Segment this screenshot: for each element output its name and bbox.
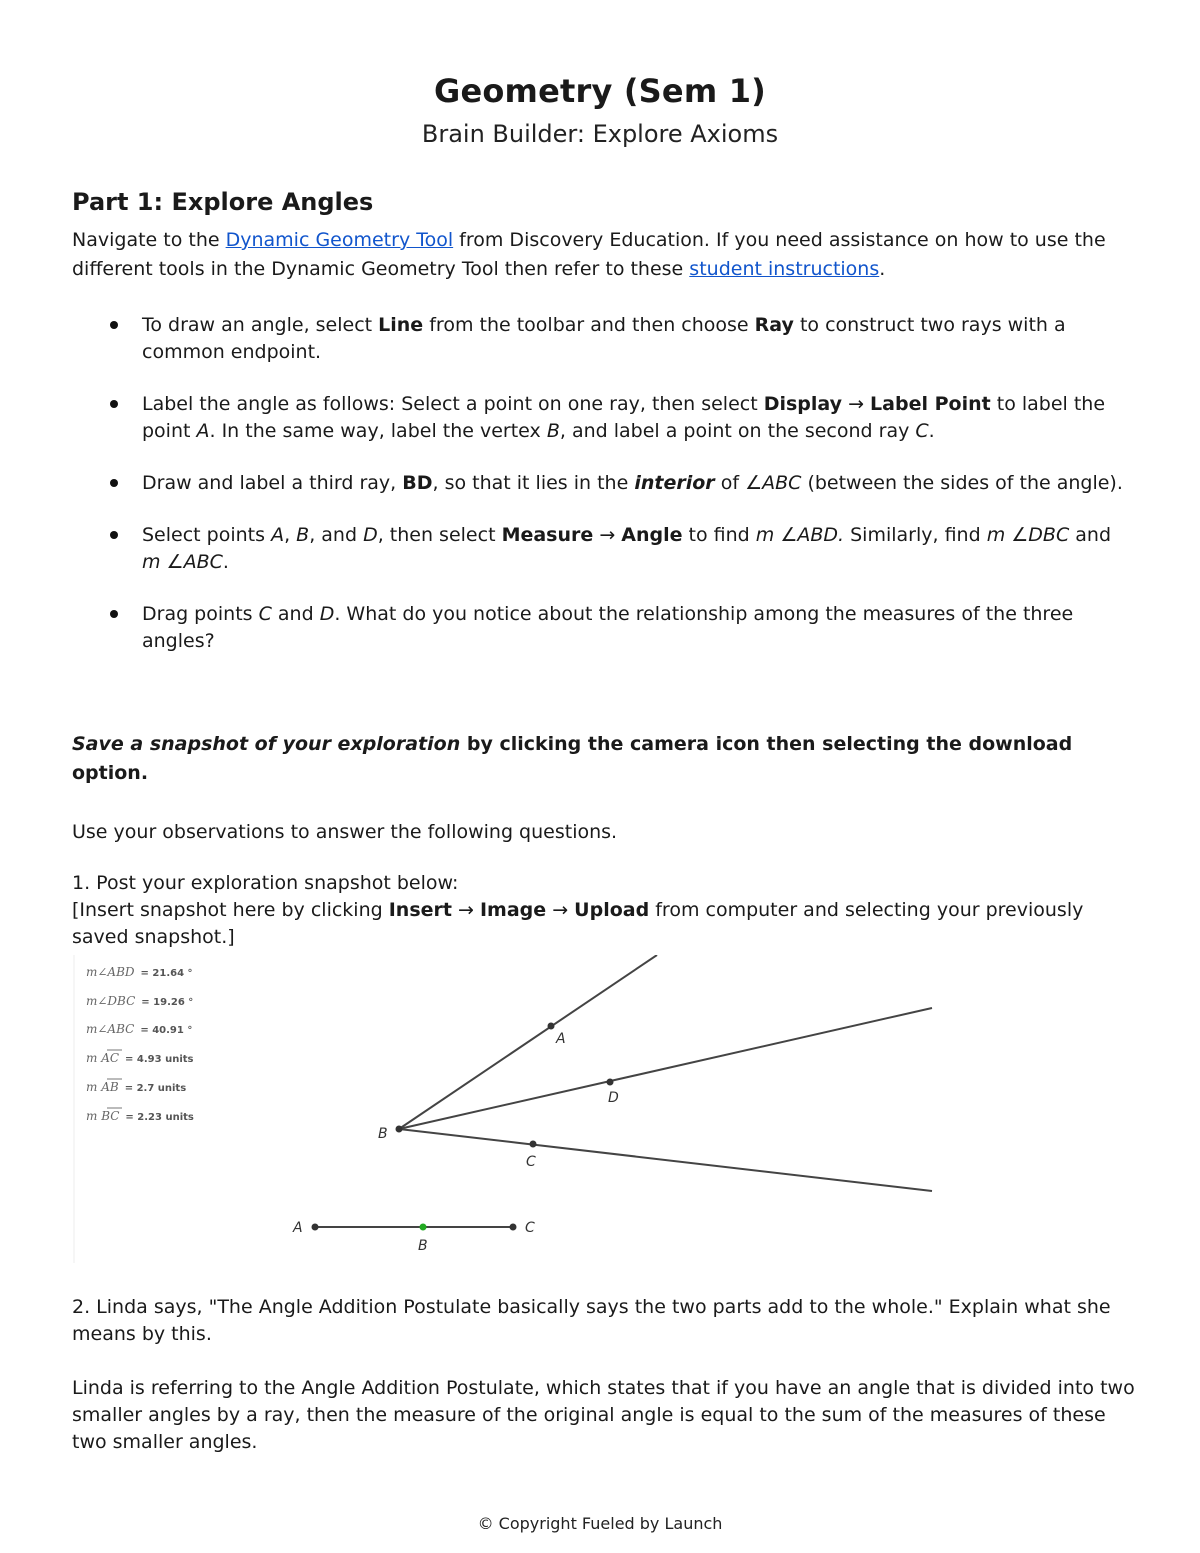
list-item: Label the angle as follows: Select a point on one ray, then select Display → Label Point to label the point A. In the same way, label the vertex B, and label a point on the second ray C. bbox=[72, 391, 1132, 445]
student-instructions-link[interactable]: student instructions bbox=[689, 258, 880, 280]
measure-label: m∠DBC bbox=[86, 994, 136, 1008]
svg-text:m AB= 2.7 units: m AB = 2.7 units bbox=[86, 1080, 187, 1094]
dynamic-geometry-tool-link[interactable]: Dynamic Geometry Tool bbox=[225, 229, 454, 251]
list-item: To draw an angle, select Line from the toolbar and then choose Ray to construct two rays with a common endpoint. bbox=[72, 312, 1132, 366]
list-item: Select points A, B, and D, then select Measure → Angle to find m ∠ABD. Similarly, find m ∠DBC and m ∠ABC. bbox=[72, 522, 1132, 576]
footer-copyright: © Copyright Fueled by Launch bbox=[477, 1514, 723, 1533]
measure-value: 19.26 ° bbox=[153, 997, 194, 1008]
measure-value: 4.93 units bbox=[136, 1054, 194, 1065]
section-heading: Part 1: Explore Angles bbox=[72, 188, 374, 216]
point-label-b: B bbox=[378, 1126, 388, 1142]
intro-text: Navigate to the bbox=[72, 229, 226, 251]
measure-value: 2.7 units bbox=[136, 1083, 187, 1094]
segment-point-a bbox=[312, 1224, 319, 1231]
save-note-text: by clicking the camera icon then selecting the download option. bbox=[72, 733, 1073, 784]
bullet-icon bbox=[110, 531, 118, 539]
segment-label-c: C bbox=[525, 1220, 535, 1236]
bullet-icon bbox=[110, 321, 118, 329]
measure-value: 40.91 ° bbox=[152, 1025, 193, 1036]
measure-label: m AB bbox=[86, 1080, 119, 1094]
measure-value: 21.64 ° bbox=[152, 968, 193, 979]
questions-intro: Use your observations to answer the following questions. bbox=[72, 821, 618, 843]
bullet-icon bbox=[110, 479, 118, 487]
list-item: Draw and label a third ray, BD, so that it lies in the interior of ∠ABC (between the sides of the angle). bbox=[72, 470, 1132, 497]
measure-label: m∠ABD bbox=[86, 965, 135, 979]
svg-text:m AC= 4.93 units: m AC = 4.93 units bbox=[86, 1051, 194, 1065]
point-b bbox=[396, 1126, 403, 1133]
answer-paragraph: Linda is referring to the Angle Addition Postulate, which states that if you have an angle that is divided into two smaller angles by a ray, then the measure of the original angle is equal to the sum of the measures of these two smaller angles. bbox=[72, 1377, 1135, 1453]
svg-text:m∠DBC= 19.26 °: m∠DBC = 19.26 ° bbox=[86, 994, 194, 1008]
measure-label: m AC bbox=[86, 1051, 120, 1065]
measure-value: 2.23 units bbox=[137, 1112, 194, 1123]
page-title: Geometry (Sem 1) bbox=[433, 72, 767, 110]
point-d bbox=[607, 1079, 614, 1086]
intro-text: . bbox=[879, 258, 886, 280]
ray-bd bbox=[399, 1008, 932, 1129]
list-item: Drag points C and D. What do you notice about the relationship among the measures of the three angles? bbox=[72, 601, 1132, 655]
question-1 bbox=[72, 870, 1132, 951]
segment-label-b: B bbox=[418, 1238, 428, 1254]
exploration-snapshot bbox=[72, 955, 942, 1265]
svg-text:m∠ABD= 21.64 °: m∠ABD = 21.64 ° bbox=[86, 965, 193, 979]
segment-point-c bbox=[510, 1224, 517, 1231]
intro-paragraph bbox=[72, 226, 1132, 284]
save-snapshot-note bbox=[72, 730, 1142, 788]
svg-text:m∠ABC= 40.91 °: m∠ABC = 40.91 ° bbox=[86, 1022, 193, 1036]
segment-point-b bbox=[420, 1224, 427, 1231]
segment-label-a: A bbox=[293, 1220, 303, 1236]
intro-text: from Discovery Education. If you need assistance on how to use the different tools in the Dynamic Geometry Tool then refer to these bbox=[72, 229, 1106, 280]
point-label-a: A bbox=[556, 1031, 566, 1047]
point-c bbox=[530, 1141, 537, 1148]
point-label-c: C bbox=[526, 1154, 536, 1170]
ray-bc bbox=[399, 1129, 932, 1191]
measurement-panel bbox=[86, 965, 194, 1123]
svg-text:m BC= 2.23 units: m BC = 2.23 units bbox=[86, 1109, 194, 1123]
point-label-d: D bbox=[608, 1090, 619, 1106]
question-1-instruction: [Insert snapshot here by clicking Insert → Image → Upload from computer and selecting your previously saved snapshot.] bbox=[72, 899, 1084, 948]
point-a bbox=[548, 1023, 555, 1030]
measure-label: m∠ABC bbox=[86, 1022, 135, 1036]
bullet-icon bbox=[110, 400, 118, 408]
measure-label: m BC bbox=[86, 1109, 120, 1123]
page-subtitle: Brain Builder: Explore Axioms bbox=[421, 120, 779, 148]
question-2: 2. Linda says, "The Angle Addition Postulate basically says the two parts add to the whole." Explain what she means by this. bbox=[72, 1296, 1111, 1345]
instruction-list bbox=[72, 312, 1132, 680]
question-1-prompt: 1. Post your exploration snapshot below: bbox=[72, 872, 459, 894]
bullet-icon bbox=[110, 610, 118, 618]
save-note-emphasis: Save a snapshot of your exploration bbox=[72, 733, 461, 755]
